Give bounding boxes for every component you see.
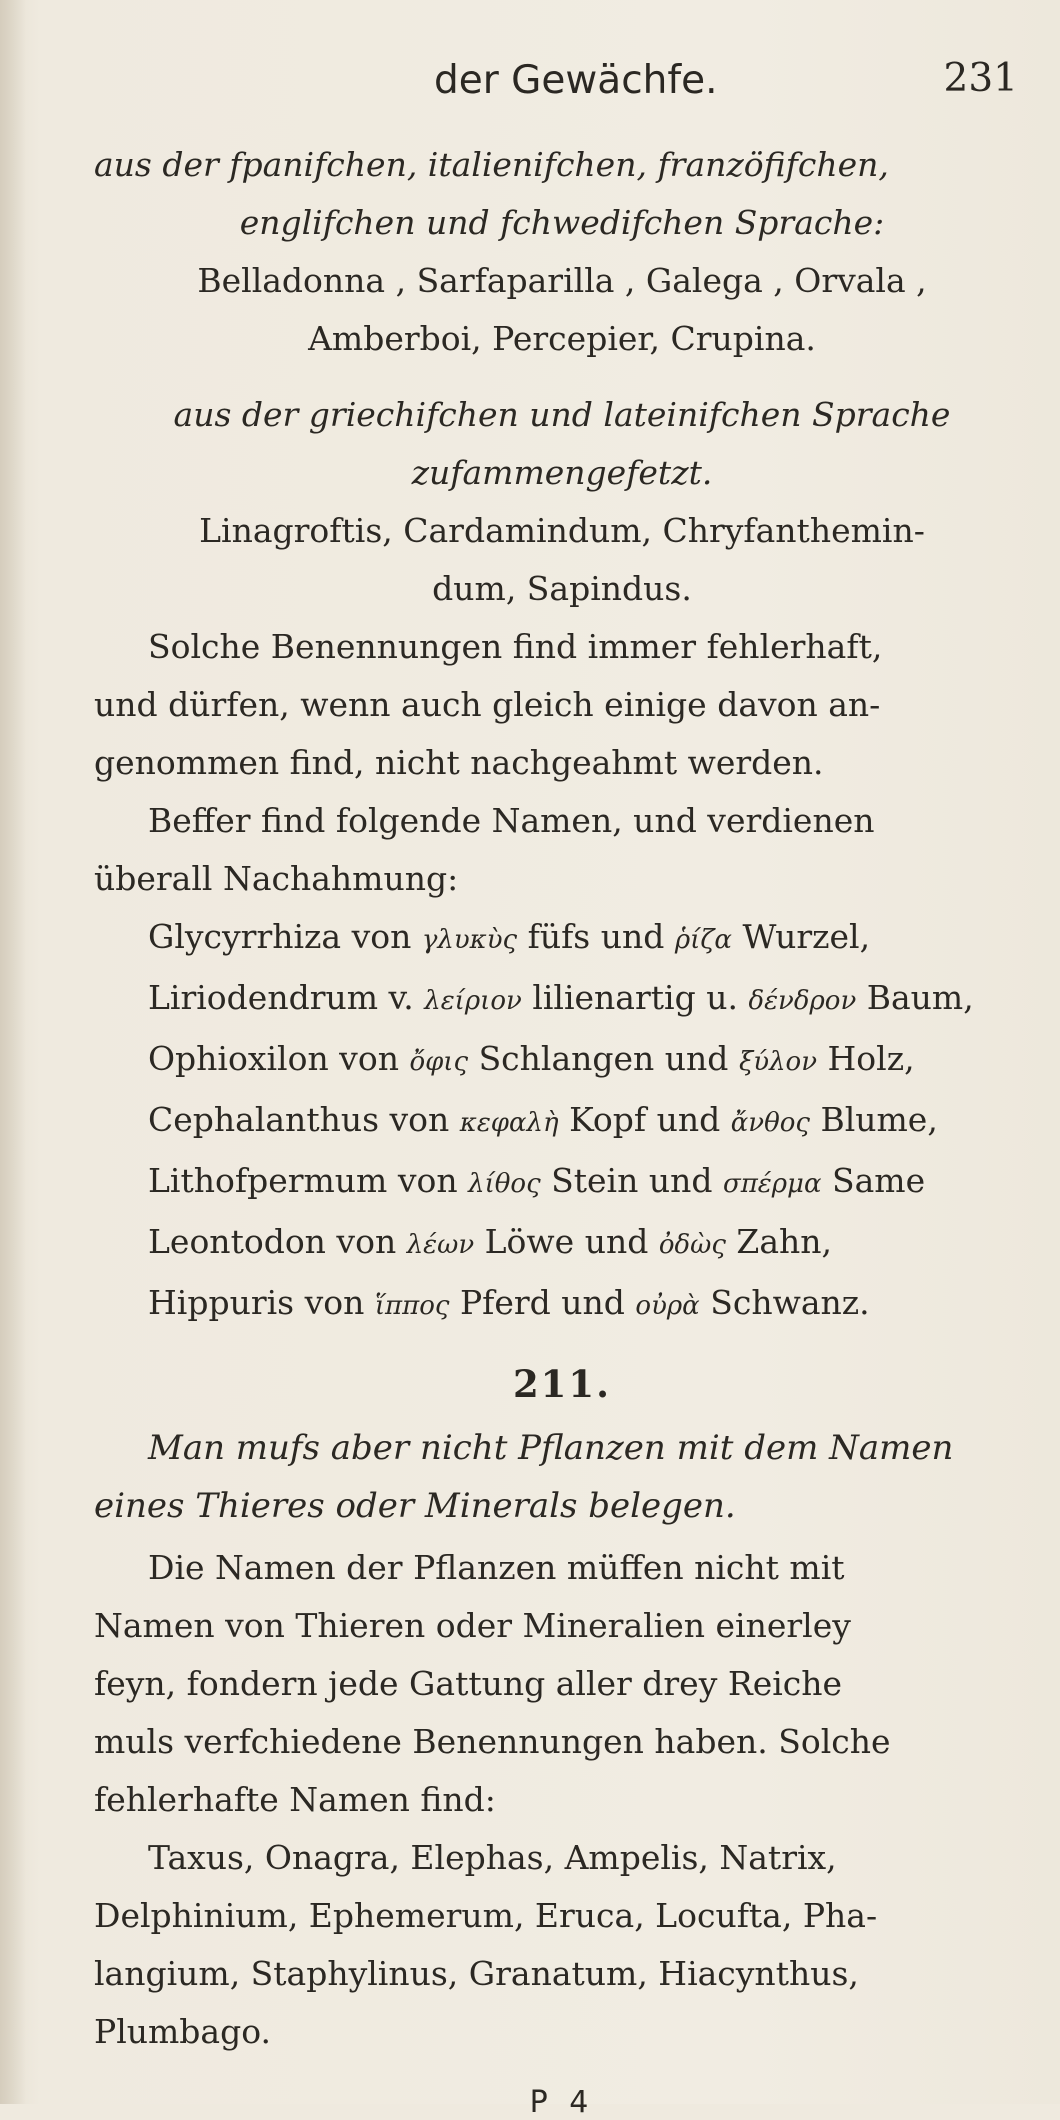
plant-name: Ophioxilon von [148,1039,399,1078]
section-number: 211. [512,1362,612,1406]
gloss: Baum, [866,978,974,1017]
paragraph-2-line-1: Beffer find folgende Namen, und verdienen [148,801,875,840]
etymology-line [94,908,1030,969]
etymology-line [94,969,1030,1030]
greek-root: ῥίζα [674,925,732,955]
running-head-title: der Gewächfe. [434,58,718,103]
gloss: Holz, [827,1039,915,1078]
signature-mark: P 4 [529,2085,595,2120]
greek-root: ὄφις [409,1047,469,1077]
languages-heading [94,136,1030,252]
greek-root: κεφαλὴ [459,1108,559,1138]
greek-root: δένδρον [748,986,857,1016]
gloss: Zahn, [736,1222,833,1261]
romance-names-line-1: Belladonna , Sarfaparilla , Galega , Orvala , [197,261,927,300]
mixed-names-line-1: Linagroftis, Cardamindum, Chryfanthemin- [199,511,925,550]
paragraph-3-line-5: fehlerhafte Namen find: [94,1780,496,1819]
greek-root: λείριον [424,986,522,1016]
paragraph-3-line-1: Die Namen der Pflanzen müffen nicht mit [148,1548,845,1587]
languages-heading-line-1: aus der fpanifchen, italienifchen, franzöfifchen, [94,145,889,184]
running-head [94,58,1030,128]
section-title-line-2: eines Thieres oder Minerals belegen. [94,1486,736,1526]
paragraph-3-line-2: Namen von Thieren oder Mineralien einerley [94,1606,851,1645]
greek-root: λέων [406,1230,475,1260]
etymology-line [94,1091,1030,1152]
greek-root: ξύλον [738,1047,818,1077]
paragraph-4-line-4: Plumbago. [94,2012,272,2051]
gloss: Löwe und [484,1222,649,1261]
greek-root: ὀδὼς [658,1230,726,1260]
greek-root: γλυκὺς [421,925,518,955]
greek-root: ἵππος [374,1291,450,1321]
etymology-line [94,1030,1030,1091]
section-title [94,1419,1030,1535]
mixed-heading-line-2: zufammengefetzt. [411,453,713,492]
paragraph-3-line-3: feyn, fondern jede Gattung aller drey Reiche [94,1664,843,1703]
etymology-line [94,1274,1030,1335]
section-title-line-1: Man mufs aber nicht Pflanzen mit dem Namen [148,1428,954,1468]
paragraph-3 [94,1539,1030,1829]
paragraph-4 [94,1829,1030,2061]
gloss: Same [832,1161,926,1200]
gloss: Kopf und [569,1100,721,1139]
plant-name: Lithofpermum von [148,1161,458,1200]
paragraph-4-line-2: Delphinium, Ephemerum, Eruca, Locufta, Pha- [94,1896,878,1935]
etymology-list [94,908,1030,1335]
gloss: Wurzel, [742,917,871,956]
plant-name: Cephalanthus von [148,1100,450,1139]
paragraph-2 [94,792,1030,908]
romance-names-line-2: Amberboi, Percepier, Crupina. [308,319,816,358]
greek-root: ἄνθος [730,1108,810,1138]
languages-heading-line-2: englifchen und fchwedifchen Sprache: [239,203,885,242]
plant-name: Liriodendrum v. [148,978,414,1017]
paragraph-4-line-1: Taxus, Onagra, Elephas, Ampelis, Natrix, [148,1838,837,1877]
paragraph-3-line-4: muls verfchiedene Benennungen haben. Solche [94,1722,891,1761]
gloss: Blume, [820,1100,938,1139]
greek-root: λίθος [468,1169,541,1199]
plant-name: Hippuris von [148,1283,365,1322]
plant-name: Glycyrrhiza von [148,917,412,956]
mixed-names-line-2: dum, Sapindus. [432,569,692,608]
mixed-heading [94,386,1030,502]
gloss: Schwanz. [710,1283,870,1322]
gloss: Pferd und [459,1283,625,1322]
romance-names [94,252,1030,368]
gloss: Schlangen und [478,1039,729,1078]
mixed-heading-line-1: aus der griechifchen und lateinifchen Sprache [173,395,951,434]
etymology-line [94,1152,1030,1213]
paragraph-1 [94,618,1030,792]
paragraph-1-line-1: Solche Benennungen find immer fehlerhaft, [148,627,883,666]
greek-root: σπέρμα [722,1169,822,1199]
gloss: Stein und [551,1161,713,1200]
etymology-line [94,1213,1030,1274]
gloss: füfs und [527,917,665,956]
plant-name: Leontodon von [148,1222,397,1261]
paragraph-2-line-2: überall Nachahmung: [94,859,459,898]
page-number: 231 [943,56,1018,101]
paragraph-1-line-3: genommen find, nicht nachgeahmt werden. [94,743,824,782]
paragraph-4-line-3: langium, Staphylinus, Granatum, Hiacynthus, [94,1954,859,1993]
paragraph-1-line-2: und dürfen, wenn auch gleich einige davon an- [94,685,881,724]
mixed-names [94,502,1030,618]
gloss: lilienartig u. [532,978,738,1017]
greek-root: οὐρὰ [635,1291,700,1321]
